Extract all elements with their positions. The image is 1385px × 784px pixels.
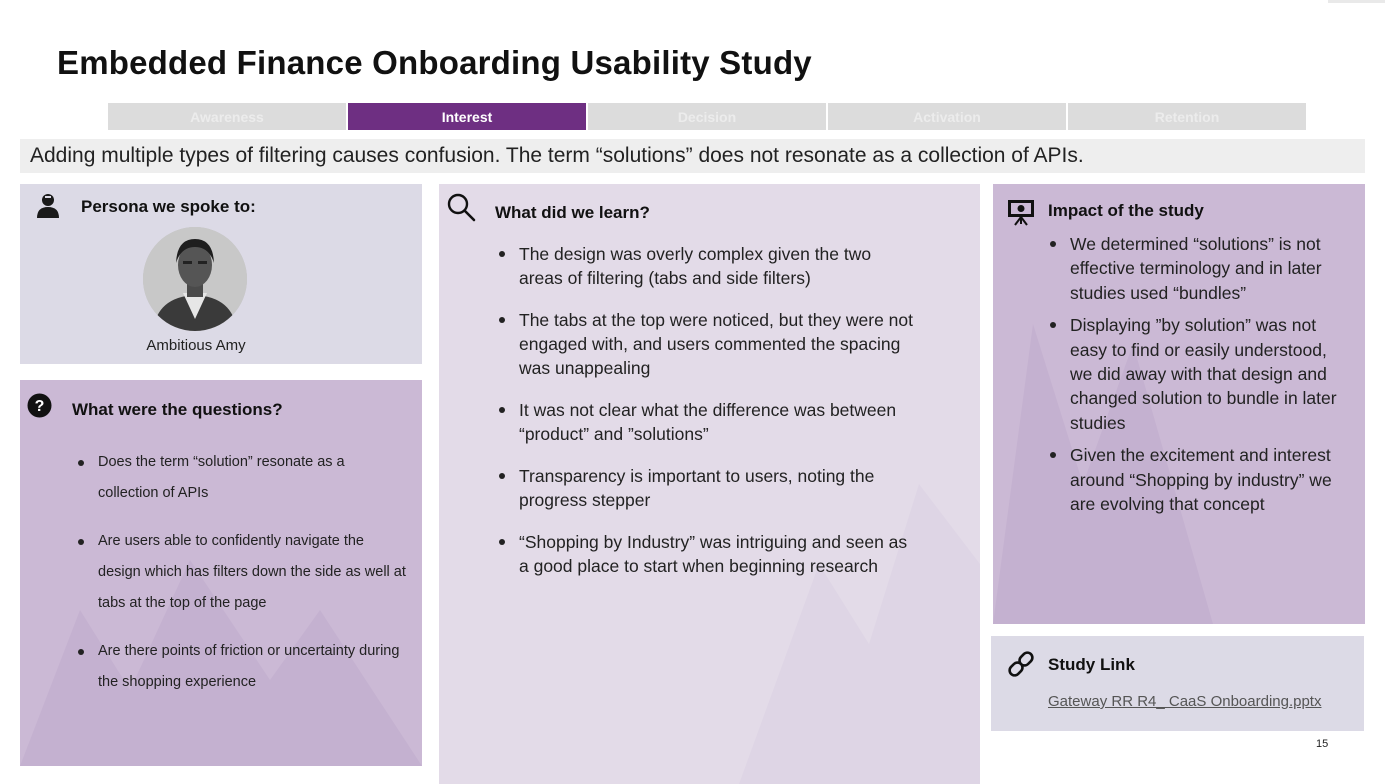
step-awareness[interactable]: Awareness	[108, 103, 346, 130]
avatar	[143, 227, 247, 331]
list-item: The design was overly complex given the two areas of filtering (tabs and side filters)	[497, 242, 917, 290]
learnings-panel	[439, 184, 980, 784]
impact-panel	[993, 184, 1365, 624]
page-number: 15	[1316, 738, 1329, 750]
persona-panel	[20, 184, 422, 364]
step-retention[interactable]: Retention	[1068, 103, 1306, 130]
step-activation[interactable]: Activation	[828, 103, 1066, 130]
corner-mark	[1328, 0, 1385, 3]
list-item: We determined “solutions” is not effective terminology and in later studies used “bundles”	[1048, 232, 1348, 305]
link-icon	[1006, 649, 1036, 679]
study-link-heading: Study Link	[1048, 655, 1135, 674]
list-item: “Shopping by Industry” was intriguing and seen as a good place to start when beginning research	[497, 530, 917, 578]
presentation-icon	[1007, 198, 1035, 226]
person-icon	[36, 192, 60, 220]
list-item: Does the term “solution” resonate as a collection of APIs	[76, 447, 406, 509]
list-item: Displaying ”by solution” was not easy to find or easily understood, we did away with that design and changed solution to bundle in later studies	[1048, 313, 1348, 435]
headline-banner: Adding multiple types of filtering causes confusion. The term “solutions” does not resonate as a collection of APIs.	[20, 139, 1365, 173]
study-link[interactable]: Gateway RR R4_ CaaS Onboarding.pptx	[1048, 693, 1322, 710]
list-item: Are there points of friction or uncertainty during the shopping experience	[76, 636, 406, 698]
journey-stepper	[108, 103, 1306, 130]
study-link-panel	[991, 636, 1364, 731]
questions-list	[76, 447, 406, 715]
step-interest[interactable]: Interest	[348, 103, 586, 130]
question-icon	[27, 393, 52, 418]
step-decision[interactable]: Decision	[588, 103, 826, 130]
search-icon	[446, 192, 476, 222]
persona-name: Ambitious Amy	[146, 337, 246, 354]
learnings-list	[497, 242, 917, 596]
questions-panel	[20, 380, 422, 766]
impact-heading: Impact of the study	[1048, 201, 1204, 220]
list-item: Given the excitement and interest around “Shopping by industry” we are evolving that concept	[1048, 443, 1348, 516]
impact-list	[1048, 232, 1348, 524]
list-item: Are users able to confidently navigate the design which has filters down the side as well at tabs at the top of the page	[76, 526, 406, 619]
list-item: The tabs at the top were noticed, but they were not engaged with, and users commented the spacing was unappealing	[497, 308, 917, 380]
list-item: Transparency is important to users, noting the progress stepper	[497, 464, 917, 512]
persona-heading: Persona we spoke to:	[81, 197, 256, 216]
questions-heading: What were the questions?	[72, 400, 283, 419]
learnings-heading: What did we learn?	[495, 203, 650, 222]
list-item: It was not clear what the difference was between “product” and ”solutions”	[497, 398, 917, 446]
svg-text:?: ?	[34, 398, 45, 415]
slide-title: Embedded Finance Onboarding Usability Study	[57, 44, 812, 81]
